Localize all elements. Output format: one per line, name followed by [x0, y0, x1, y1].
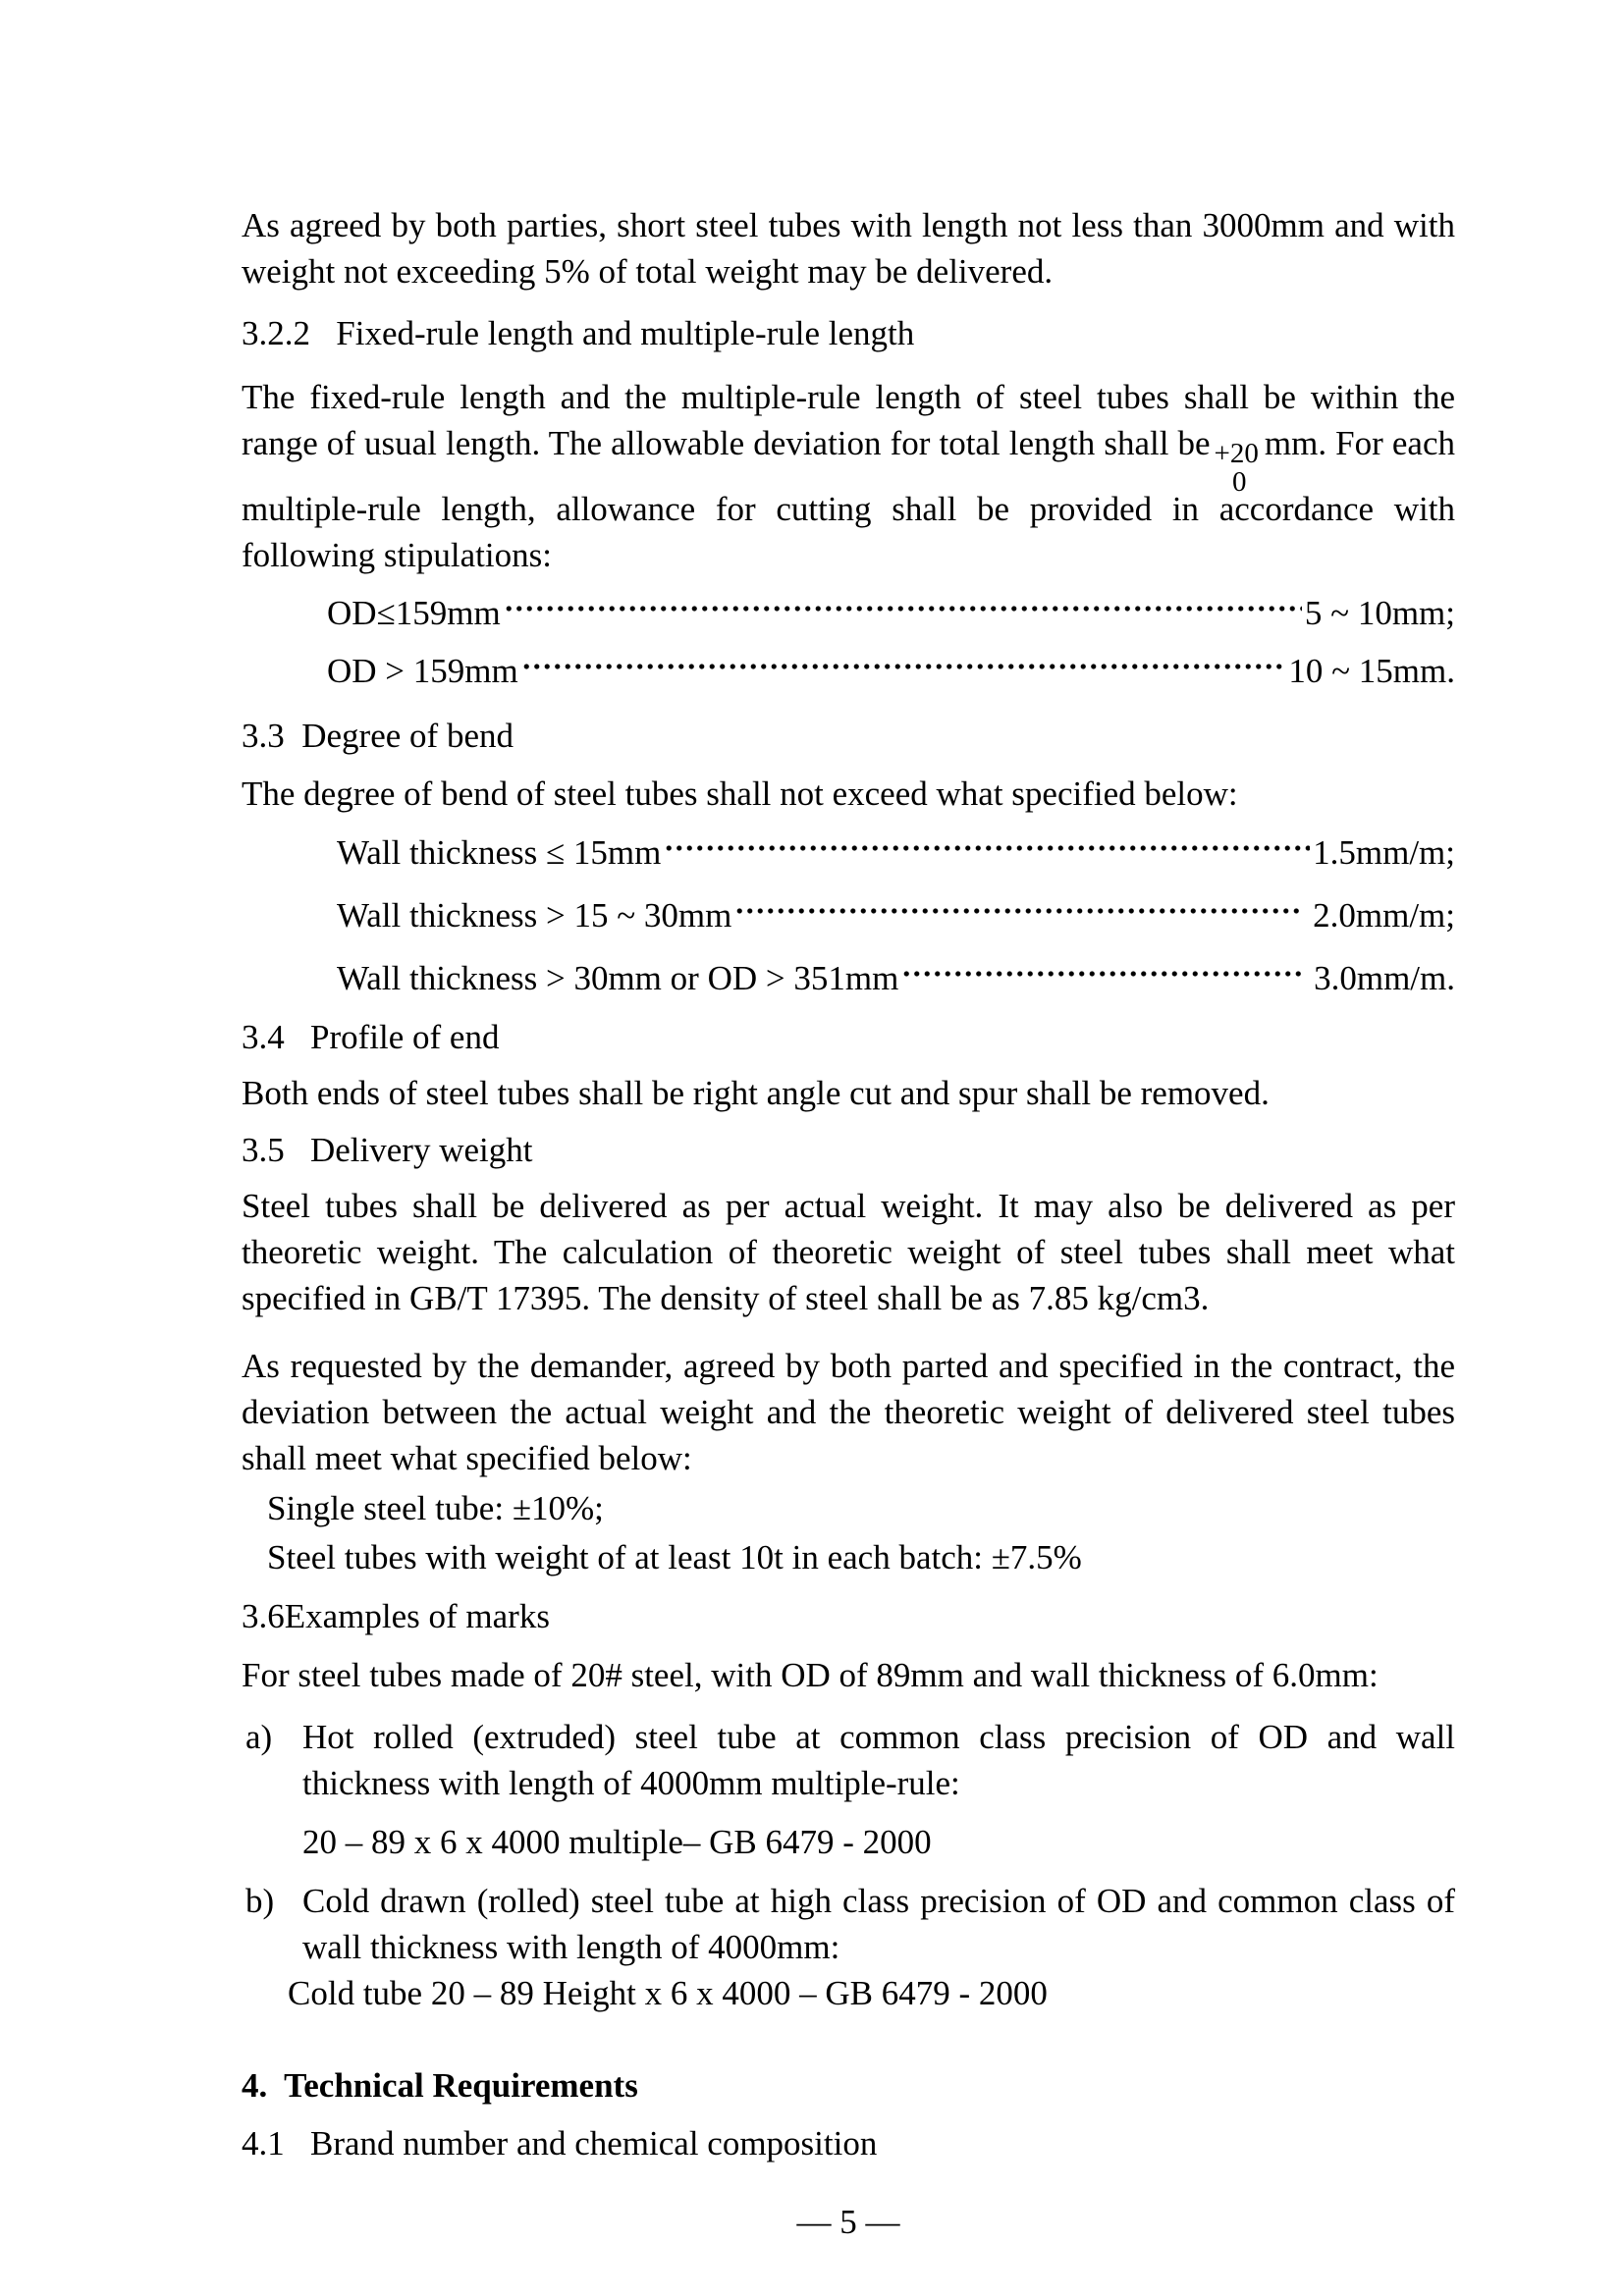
heading-3-4-profile-of-end: 3.4 Profile of end [242, 1017, 500, 1056]
heading-3-6-examples-of-marks: 3.6Examples of marks [242, 1596, 550, 1635]
list-item-a-text: Hot rolled (extruded) steel tube at common class precision of OD and wall thickness with length of 4000mm multiple-rule: [302, 1717, 1455, 1802]
page-number: — 5 — [796, 2202, 900, 2241]
leader-label-od-large: OD > 159mm [327, 651, 518, 690]
heading-4-1-brand-number: 4.1 Brand number and chemical composition [242, 2123, 878, 2163]
leader-value-wall-thick: 3.0mm/m. [1305, 958, 1455, 997]
heading-3-5-delivery-weight: 3.5 Delivery weight [242, 1130, 533, 1169]
deviation-batch: Steel tubes with weight of at least 10t in each batch: ±7.5% [267, 1537, 1082, 1576]
list-item-b [242, 1878, 1455, 1970]
list-item-a [242, 1714, 1455, 1806]
paragraph-mark-example-intro: For steel tubes made of 20# steel, with OD of 89mm and wall thickness of 6.0mm: [242, 1655, 1379, 1694]
leader-value-wall-medium: 2.0mm/m; [1304, 895, 1455, 934]
leader-line-wall-thin [242, 829, 1455, 876]
paragraph-degree-of-bend: The degree of bend of steel tubes shall not exceed what specified below: [242, 774, 1238, 813]
dot-leader [504, 590, 1302, 636]
list-item-b-text: Cold drawn (rolled) steel tube at high class precision of OD and common class of wall thickness with length of 4000mm: [302, 1881, 1455, 1966]
leader-label-wall-medium: Wall thickness > 15 ~ 30mm [337, 895, 732, 934]
tolerance-lower-limit: 0 [1231, 466, 1247, 499]
tolerance-upper-limit: +20 [1214, 438, 1259, 470]
heading-3-3-degree-of-bend: 3.3 Degree of bend [242, 716, 514, 755]
leader-value-od-small: 5 ~ 10mm; [1304, 593, 1455, 632]
leader-value-od-large: 10 ~ 15mm. [1288, 651, 1455, 690]
list-marker-a: a) [245, 1717, 273, 1756]
dot-leader [664, 829, 1310, 876]
leader-line-od-small [242, 590, 1455, 636]
dot-leader [734, 892, 1301, 938]
paragraph-fixed-rule-deviation [242, 374, 1455, 578]
paragraph-weight-deviation: As requested by the demander, agreed by both parted and specified in the contract, the deviation between the actual weight and the theoretic weight of delivered steel tubes shall meet what specified below: [242, 1346, 1455, 1477]
tolerance-stack [1214, 438, 1259, 499]
leader-line-od-large [242, 648, 1455, 694]
leader-value-wall-thin: 1.5mm/m; [1313, 832, 1455, 872]
leader-line-wall-thick [242, 955, 1455, 1001]
leader-label-od-small: OD≤159mm [327, 593, 501, 632]
paragraph-fixed-rule-text-after: mm. For each multiple-rule length, allowance for cutting shall be provided in accordance with following stipulations: [242, 424, 1455, 574]
heading-4-technical-requirements: 4. Technical Requirements [242, 2065, 638, 2105]
heading-3-2-2-fixed-rule-length: 3.2.2 Fixed-rule length and multiple-rule length [242, 314, 915, 352]
paragraph-fixed-rule-text-before: The fixed-rule length and the multiple-rule length of steel tubes shall be within the range of usual length. The allowable deviation for total length shall be [242, 378, 1455, 462]
list-marker-b: b) [245, 1881, 275, 1920]
dot-leader [521, 648, 1286, 694]
mark-example-hot-rolled: 20 – 89 x 6 x 4000 multiple– GB 6479 - 2000 [302, 1822, 932, 1861]
leader-line-wall-medium [242, 892, 1455, 938]
mark-example-cold-drawn: Cold tube 20 – 89 Height x 6 x 4000 – GB 6479 - 2000 [288, 1973, 1048, 2012]
paragraph-short-tubes: As agreed by both parties, short steel tubes with length not less than 3000mm and with weight not exceeding 5% of total weight may be delivered. [242, 206, 1455, 291]
dot-leader [901, 955, 1302, 1001]
leader-label-wall-thin: Wall thickness ≤ 15mm [337, 832, 662, 872]
deviation-single-tube: Single steel tube: ±10%; [267, 1488, 604, 1527]
paragraph-delivery-weight: Steel tubes shall be delivered as per actual weight. It may also be delivered as per theoretic weight. The calculation of theoretic weight of steel tubes shall meet what specified in GB/T 17395. The density of steel shall be as 7.85 kg/cm3. [242, 1186, 1455, 1317]
leader-label-wall-thick: Wall thickness > 30mm or OD > 351mm [337, 958, 899, 997]
paragraph-profile-of-end: Both ends of steel tubes shall be right angle cut and spur shall be removed. [242, 1073, 1270, 1112]
